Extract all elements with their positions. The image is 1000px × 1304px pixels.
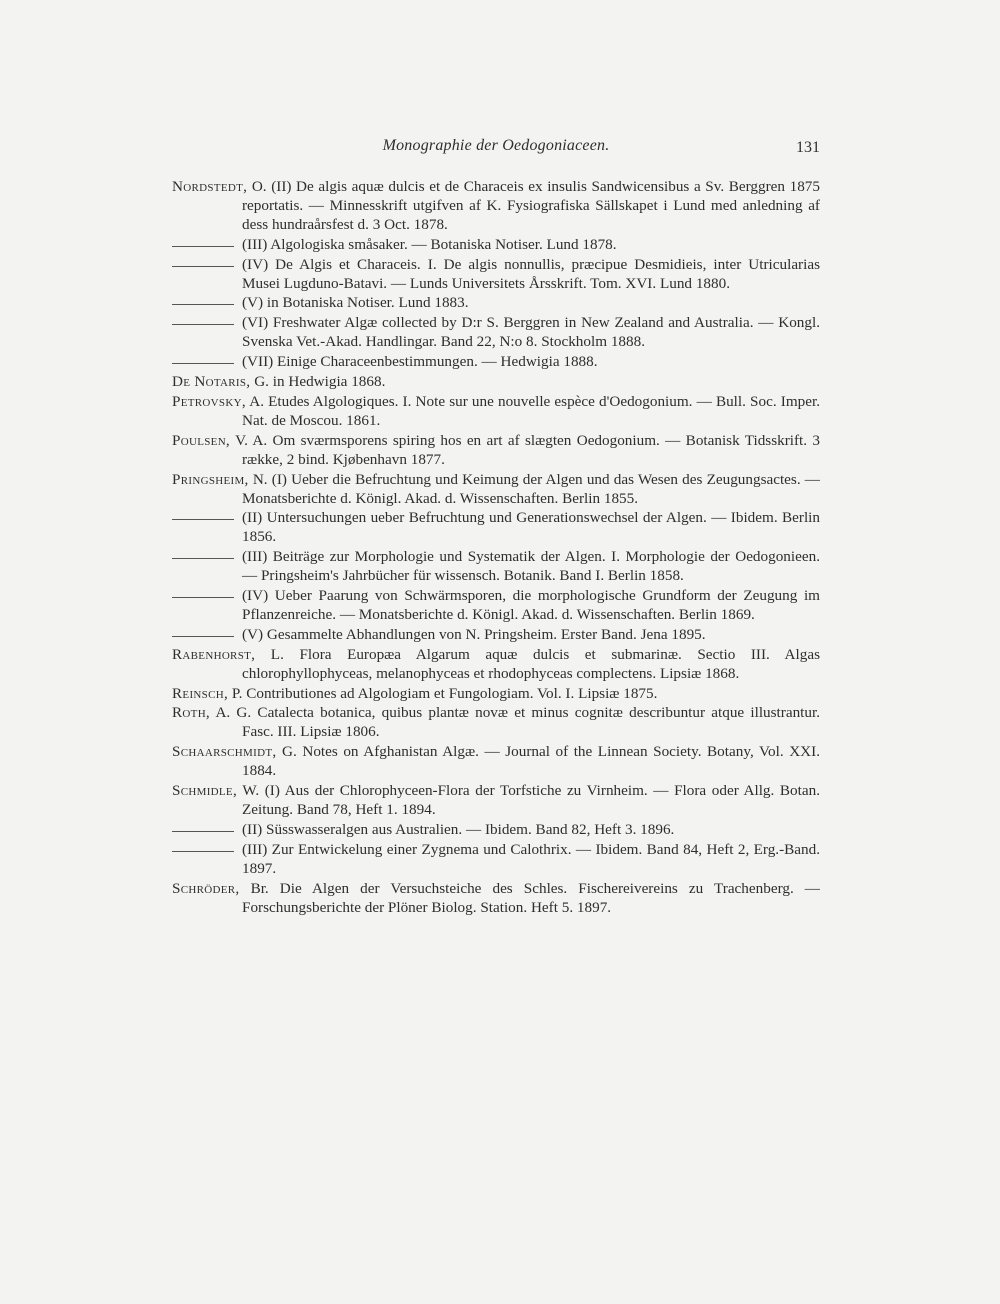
entry-author: Poulsen, (172, 431, 231, 449)
entry-text: P. Contributiones ad Algologiam et Fungologiam. Vol. I. Lipsiæ 1875. (228, 684, 658, 702)
ditto-dash (172, 363, 234, 364)
bibliography-subentry (172, 353, 820, 372)
entry-text: Br. Die Algen der Versuchsteiche des Schles. Fischereivereins zu Trachenberg. — Forschungsberichte der Plöner Biolog. Station. Heft 5. 1897. (239, 879, 820, 916)
bibliography-subentry (172, 314, 820, 352)
entry-text: (II) Untersuchungen ueber Befruchtung und Generationswechsel der Algen. — Ibidem. Berlin 1856. (242, 509, 820, 546)
bibliography-entry (172, 685, 820, 704)
ditto-dash (172, 519, 234, 520)
entry-text: (IV) Ueber Paarung von Schwärmsporen, die morphologische Grundform der Zeugung im Pflanzenreiche. — Monatsberichte d. Königl. Akad. d. Wissenschaften. Berlin 1869. (242, 587, 820, 623)
bibliography-entry (172, 373, 820, 392)
entry-text: L. Flora Europæa Algarum aquæ dulcis et submarinæ. Sectio III. Algas chlorophyllophyceas, melanophyceas et rhodophyceas complectens. Lipsiæ 1868. (242, 645, 820, 682)
entry-text: V. A. Om sværmsporens spiring hos en art af slægten Oedogonium. — Botanisk Tidsskrift. 3 række, 2 bind. Kjøbenhavn 1877. (230, 431, 820, 468)
bibliography-entry (172, 471, 820, 509)
ditto-dash (172, 266, 234, 267)
bibliography-subentry (172, 841, 820, 879)
entry-author: Reinsch, (172, 684, 229, 702)
entry-text: (VII) Einige Characeenbestimmungen. — Hedwigia 1888. (242, 353, 598, 371)
ditto-dash (172, 246, 234, 247)
bibliography-entry (172, 743, 820, 781)
entry-text: (II) Süsswasseralgen aus Australien. — Ibidem. Band 82, Heft 3. 1896. (242, 820, 675, 838)
entry-author: Petrovsky, (172, 392, 246, 410)
entry-text: G. in Hedwigia 1868. (250, 373, 386, 391)
ditto-dash (172, 597, 234, 598)
entry-author: Schröder, (172, 879, 240, 897)
entry-text: A. G. Catalecta botanica, quibus plantæ novæ et minus cognitæ describuntur atque illustrantur. Fasc. III. Lipsiæ 1806. (210, 704, 820, 741)
entry-author: Rabenhorst, (172, 645, 256, 663)
bibliography-subentry (172, 821, 820, 840)
running-title: Monographie der Oedogoniaceen. (382, 137, 610, 154)
bibliography-entry (172, 704, 820, 742)
entry-text: (V) Gesammelte Abhandlungen von N. Pringsheim. Erster Band. Jena 1895. (242, 625, 706, 643)
bibliography-subentry (172, 509, 820, 547)
bibliography-entry (172, 178, 820, 235)
entry-author: Pringsheim, (172, 470, 249, 488)
entry-text: N. (I) Ueber die Befruchtung und Keimung der Algen und das Wesen des Zeugungsactes. — Monatsberichte d. Königl. Akad. d. Wissenschaften. Berlin 1855. (242, 470, 820, 507)
ditto-dash (172, 558, 234, 559)
bibliography-subentry (172, 294, 820, 313)
entry-text: G. Notes on Afghanistan Algæ. — Journal of the Linnean Society. Botany, Vol. XXI. 1884. (242, 743, 820, 780)
bibliography-entry (172, 782, 820, 820)
entry-text: W. (I) Aus der Chlorophyceen-Flora der Torfstiche zu Virnheim. — Flora oder Allg. Botan. Zeitung. Band 78, Heft 1. 1894. (237, 782, 820, 818)
ditto-dash (172, 851, 234, 852)
entry-text: (IV) De Algis et Characeis. I. De algis nonnullis, præcipue Desmidieis, inter Utricularias Musei Lugduno-Batavi. — Lunds Universitets Årsskrift. Tom. XVI. Lund 1880. (242, 255, 820, 292)
bibliography-subentry (172, 587, 820, 625)
bibliography-subentry (172, 626, 820, 645)
entry-text: A. Etudes Algologiques. I. Note sur une nouvelle espèce d'Oedogonium. — Bull. Soc. Imper. Nat. de Moscou. 1861. (242, 392, 820, 429)
ditto-dash (172, 324, 234, 325)
bibliography-entry (172, 432, 820, 470)
entry-author: Schaarschmidt, (172, 743, 277, 761)
ditto-dash (172, 636, 234, 637)
entry-text: (III) Zur Entwickelung einer Zygnema und Calothrix. — Ibidem. Band 84, Heft 2, Erg.-Band. 1897. (242, 840, 820, 877)
entry-text: (III) Algologiska småsaker. — Botaniska Notiser. Lund 1878. (242, 235, 617, 253)
bibliography-entry (172, 646, 820, 684)
ditto-dash (172, 304, 234, 305)
entry-author: Schmidle, (172, 782, 238, 800)
page-number: 131 (796, 139, 820, 156)
entry-text: (III) Beiträge zur Morphologie und Systematik der Algen. I. Morphologie der Oedogonieen. — Pringsheim's Jahrbücher für wissensch. Botanik. Band I. Berlin 1858. (242, 548, 820, 585)
bibliography-subentry (172, 236, 820, 255)
bibliography-entry (172, 393, 820, 431)
entry-text: (VI) Freshwater Algæ collected by D:r S. Berggren in New Zealand and Australia. — Kongl. Svenska Vet.-Akad. Handlingar. Band 22, N:o 8. Stockholm 1888. (242, 314, 820, 351)
bibliography-entry (172, 880, 820, 918)
bibliography-list (172, 178, 820, 918)
bibliography-subentry (172, 256, 820, 294)
ditto-dash (172, 831, 234, 832)
entry-author: De Notaris, (172, 373, 251, 391)
entry-author: Roth, (172, 704, 211, 722)
entry-text: (V) in Botaniska Notiser. Lund 1883. (242, 294, 469, 312)
bibliography-subentry (172, 548, 820, 586)
entry-text: O. (II) De algis aquæ dulcis et de Characeis ex insulis Sandwicensibus a Sv. Berggren 1875 reportatis. — Minnesskrift utgifven af K. Fysiografiska Sällskapet i Lund med anledning af dess hundraårsfest d. 3 Oct. 1878. (242, 178, 820, 233)
page-header (172, 137, 820, 161)
entry-author: Nordstedt, (172, 178, 248, 195)
